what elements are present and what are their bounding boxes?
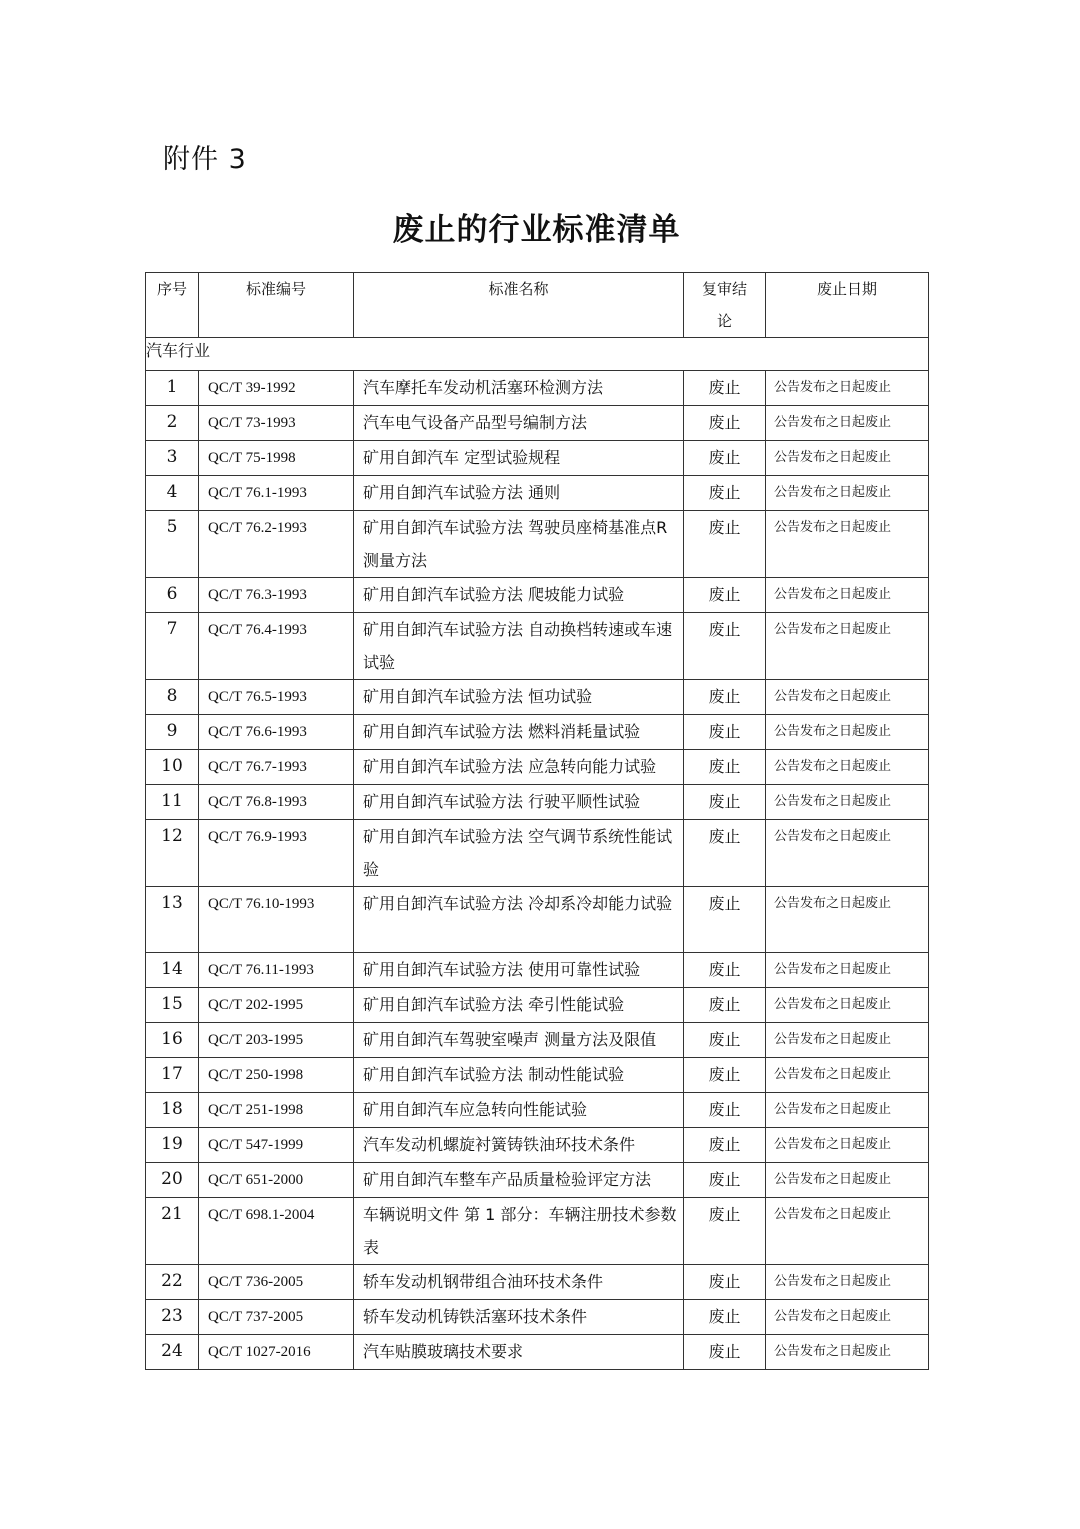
standard-code: QC/T 75-1998	[199, 441, 354, 476]
review-conclusion: 废止	[684, 1058, 766, 1093]
review-conclusion: 废止	[684, 371, 766, 406]
standard-name: 矿用自卸汽车 定型试验规程	[354, 441, 684, 476]
table-row	[146, 371, 929, 406]
review-conclusion: 废止	[684, 1128, 766, 1163]
standard-code: QC/T 76.7-1993	[199, 750, 354, 785]
standard-name: 轿车发动机铸铁活塞环技术条件	[354, 1300, 684, 1335]
abolish-date: 公告发布之日起废止	[766, 371, 929, 406]
review-conclusion: 废止	[684, 750, 766, 785]
table-row	[146, 988, 929, 1023]
standard-name: 矿用自卸汽车试验方法 应急转向能力试验	[354, 750, 684, 785]
review-conclusion: 废止	[684, 1335, 766, 1370]
abolish-date: 公告发布之日起废止	[766, 1265, 929, 1300]
table-row	[146, 1335, 929, 1370]
table-row	[146, 511, 929, 578]
standard-name: 矿用自卸汽车试验方法 使用可靠性试验	[354, 953, 684, 988]
review-conclusion: 废止	[684, 613, 766, 680]
table-row	[146, 1093, 929, 1128]
review-conclusion: 废止	[684, 820, 766, 887]
standard-name: 矿用自卸汽车驾驶室噪声 测量方法及限值	[354, 1023, 684, 1058]
table-row	[146, 820, 929, 887]
abolish-date: 公告发布之日起废止	[766, 613, 929, 680]
standard-code: QC/T 73-1993	[199, 406, 354, 441]
abolish-date: 公告发布之日起废止	[766, 1300, 929, 1335]
row-number: 11	[146, 785, 199, 820]
row-number: 24	[146, 1335, 199, 1370]
review-conclusion: 废止	[684, 887, 766, 953]
row-number: 2	[146, 406, 199, 441]
review-conclusion: 废止	[684, 953, 766, 988]
row-number: 12	[146, 820, 199, 887]
abolish-date: 公告发布之日起废止	[766, 988, 929, 1023]
standard-code: QC/T 76.8-1993	[199, 785, 354, 820]
review-conclusion: 废止	[684, 1163, 766, 1198]
abolish-date: 公告发布之日起废止	[766, 1335, 929, 1370]
standard-name: 矿用自卸汽车试验方法 制动性能试验	[354, 1058, 684, 1093]
standard-code: QC/T 1027-2016	[199, 1335, 354, 1370]
row-number: 14	[146, 953, 199, 988]
column-header-code: 标准编号	[199, 273, 354, 338]
table-row	[146, 476, 929, 511]
row-number: 10	[146, 750, 199, 785]
review-conclusion: 废止	[684, 406, 766, 441]
standard-name: 矿用自卸汽车整车产品质量检验评定方法	[354, 1163, 684, 1198]
standard-code: QC/T 76.4-1993	[199, 613, 354, 680]
standard-code: QC/T 547-1999	[199, 1128, 354, 1163]
abolish-date: 公告发布之日起废止	[766, 406, 929, 441]
abolish-date: 公告发布之日起废止	[766, 820, 929, 887]
table-row	[146, 1128, 929, 1163]
row-number: 8	[146, 680, 199, 715]
review-conclusion: 废止	[684, 511, 766, 578]
row-number: 3	[146, 441, 199, 476]
row-number: 6	[146, 578, 199, 613]
table-header-row	[146, 273, 929, 338]
row-number: 19	[146, 1128, 199, 1163]
table-row	[146, 1163, 929, 1198]
document-title: 废止的行业标准清单	[392, 212, 681, 248]
row-number: 18	[146, 1093, 199, 1128]
standard-name: 汽车摩托车发动机活塞环检测方法	[354, 371, 684, 406]
abolish-date: 公告发布之日起废止	[766, 1023, 929, 1058]
standard-name: 车辆说明文件 第 1 部分：车辆注册技术参数表	[354, 1198, 684, 1265]
standard-code: QC/T 202-1995	[199, 988, 354, 1023]
table-row	[146, 1265, 929, 1300]
standard-name: 矿用自卸汽车试验方法 恒功试验	[354, 680, 684, 715]
standard-name: 汽车发动机螺旋衬簧铸铁油环技术条件	[354, 1128, 684, 1163]
annex-label: 附件 3	[163, 144, 247, 175]
standard-code: QC/T 76.2-1993	[199, 511, 354, 578]
standard-code: QC/T 736-2005	[199, 1265, 354, 1300]
table-row	[146, 1300, 929, 1335]
abolish-date: 公告发布之日起废止	[766, 785, 929, 820]
standard-name: 汽车贴膜玻璃技术要求	[354, 1335, 684, 1370]
review-conclusion: 废止	[684, 988, 766, 1023]
row-number: 5	[146, 511, 199, 578]
row-number: 4	[146, 476, 199, 511]
standard-code: QC/T 76.3-1993	[199, 578, 354, 613]
review-conclusion: 废止	[684, 715, 766, 750]
table-row	[146, 680, 929, 715]
table-row	[146, 441, 929, 476]
standard-code: QC/T 250-1998	[199, 1058, 354, 1093]
table-row	[146, 750, 929, 785]
standard-name: 矿用自卸汽车试验方法 冷却系冷却能力试验	[354, 887, 684, 953]
standard-code: QC/T 203-1995	[199, 1023, 354, 1058]
abolish-date: 公告发布之日起废止	[766, 476, 929, 511]
abolish-date: 公告发布之日起废止	[766, 887, 929, 953]
standard-code: QC/T 698.1-2004	[199, 1198, 354, 1265]
abolish-date: 公告发布之日起废止	[766, 1093, 929, 1128]
abolish-date: 公告发布之日起废止	[766, 1163, 929, 1198]
abolish-date: 公告发布之日起废止	[766, 1198, 929, 1265]
column-header-date: 废止日期	[766, 273, 929, 338]
table-row	[146, 613, 929, 680]
row-number: 9	[146, 715, 199, 750]
table-row	[146, 1023, 929, 1058]
abolish-date: 公告发布之日起废止	[766, 1058, 929, 1093]
standard-code: QC/T 76.9-1993	[199, 820, 354, 887]
row-number: 23	[146, 1300, 199, 1335]
standard-code: QC/T 39-1992	[199, 371, 354, 406]
column-header-conclusion: 复审结论	[684, 273, 766, 338]
standard-code: QC/T 251-1998	[199, 1093, 354, 1128]
column-header-name: 标准名称	[354, 273, 684, 338]
review-conclusion: 废止	[684, 1198, 766, 1265]
table-row	[146, 406, 929, 441]
standard-code: QC/T 76.6-1993	[199, 715, 354, 750]
table-row	[146, 1198, 929, 1265]
standard-code: QC/T 76.5-1993	[199, 680, 354, 715]
standard-name: 矿用自卸汽车试验方法 空气调节系统性能试验	[354, 820, 684, 887]
standard-name: 矿用自卸汽车试验方法 牵引性能试验	[354, 988, 684, 1023]
standard-code: QC/T 76.1-1993	[199, 476, 354, 511]
row-number: 21	[146, 1198, 199, 1265]
review-conclusion: 废止	[684, 1023, 766, 1058]
standard-code: QC/T 737-2005	[199, 1300, 354, 1335]
row-number: 17	[146, 1058, 199, 1093]
standard-name: 汽车电气设备产品型号编制方法	[354, 406, 684, 441]
table-row	[146, 578, 929, 613]
table-row	[146, 887, 929, 953]
row-number: 13	[146, 887, 199, 953]
review-conclusion: 废止	[684, 578, 766, 613]
review-conclusion: 废止	[684, 1300, 766, 1335]
standards-table	[145, 272, 929, 1370]
table-row	[146, 715, 929, 750]
abolish-date: 公告发布之日起废止	[766, 1128, 929, 1163]
standard-name: 矿用自卸汽车试验方法 爬坡能力试验	[354, 578, 684, 613]
abolish-date: 公告发布之日起废止	[766, 953, 929, 988]
review-conclusion: 废止	[684, 1093, 766, 1128]
table-row	[146, 785, 929, 820]
standard-name: 矿用自卸汽车试验方法 行驶平顺性试验	[354, 785, 684, 820]
standard-name: 轿车发动机钢带组合油环技术条件	[354, 1265, 684, 1300]
standard-name: 矿用自卸汽车试验方法 驾驶员座椅基准点R测量方法	[354, 511, 684, 578]
row-number: 22	[146, 1265, 199, 1300]
review-conclusion: 废止	[684, 1265, 766, 1300]
review-conclusion: 废止	[684, 441, 766, 476]
row-number: 15	[146, 988, 199, 1023]
standard-name: 矿用自卸汽车试验方法 燃料消耗量试验	[354, 715, 684, 750]
abolish-date: 公告发布之日起废止	[766, 750, 929, 785]
standard-code: QC/T 76.10-1993	[199, 887, 354, 953]
table-row	[146, 1058, 929, 1093]
standard-code: QC/T 76.11-1993	[199, 953, 354, 988]
table-row	[146, 953, 929, 988]
abolish-date: 公告发布之日起废止	[766, 680, 929, 715]
category-row	[146, 338, 929, 371]
row-number: 16	[146, 1023, 199, 1058]
column-header-no: 序号	[146, 273, 199, 338]
standard-name: 矿用自卸汽车试验方法 自动换档转速或车速试验	[354, 613, 684, 680]
standard-name: 矿用自卸汽车试验方法 通则	[354, 476, 684, 511]
standard-name: 矿用自卸汽车应急转向性能试验	[354, 1093, 684, 1128]
row-number: 1	[146, 371, 199, 406]
standard-code: QC/T 651-2000	[199, 1163, 354, 1198]
review-conclusion: 废止	[684, 476, 766, 511]
row-number: 7	[146, 613, 199, 680]
abolish-date: 公告发布之日起废止	[766, 441, 929, 476]
category-label: 汽车行业	[146, 338, 929, 371]
abolish-date: 公告发布之日起废止	[766, 578, 929, 613]
abolish-date: 公告发布之日起废止	[766, 511, 929, 578]
review-conclusion: 废止	[684, 680, 766, 715]
review-conclusion: 废止	[684, 785, 766, 820]
row-number: 20	[146, 1163, 199, 1198]
abolish-date: 公告发布之日起废止	[766, 715, 929, 750]
